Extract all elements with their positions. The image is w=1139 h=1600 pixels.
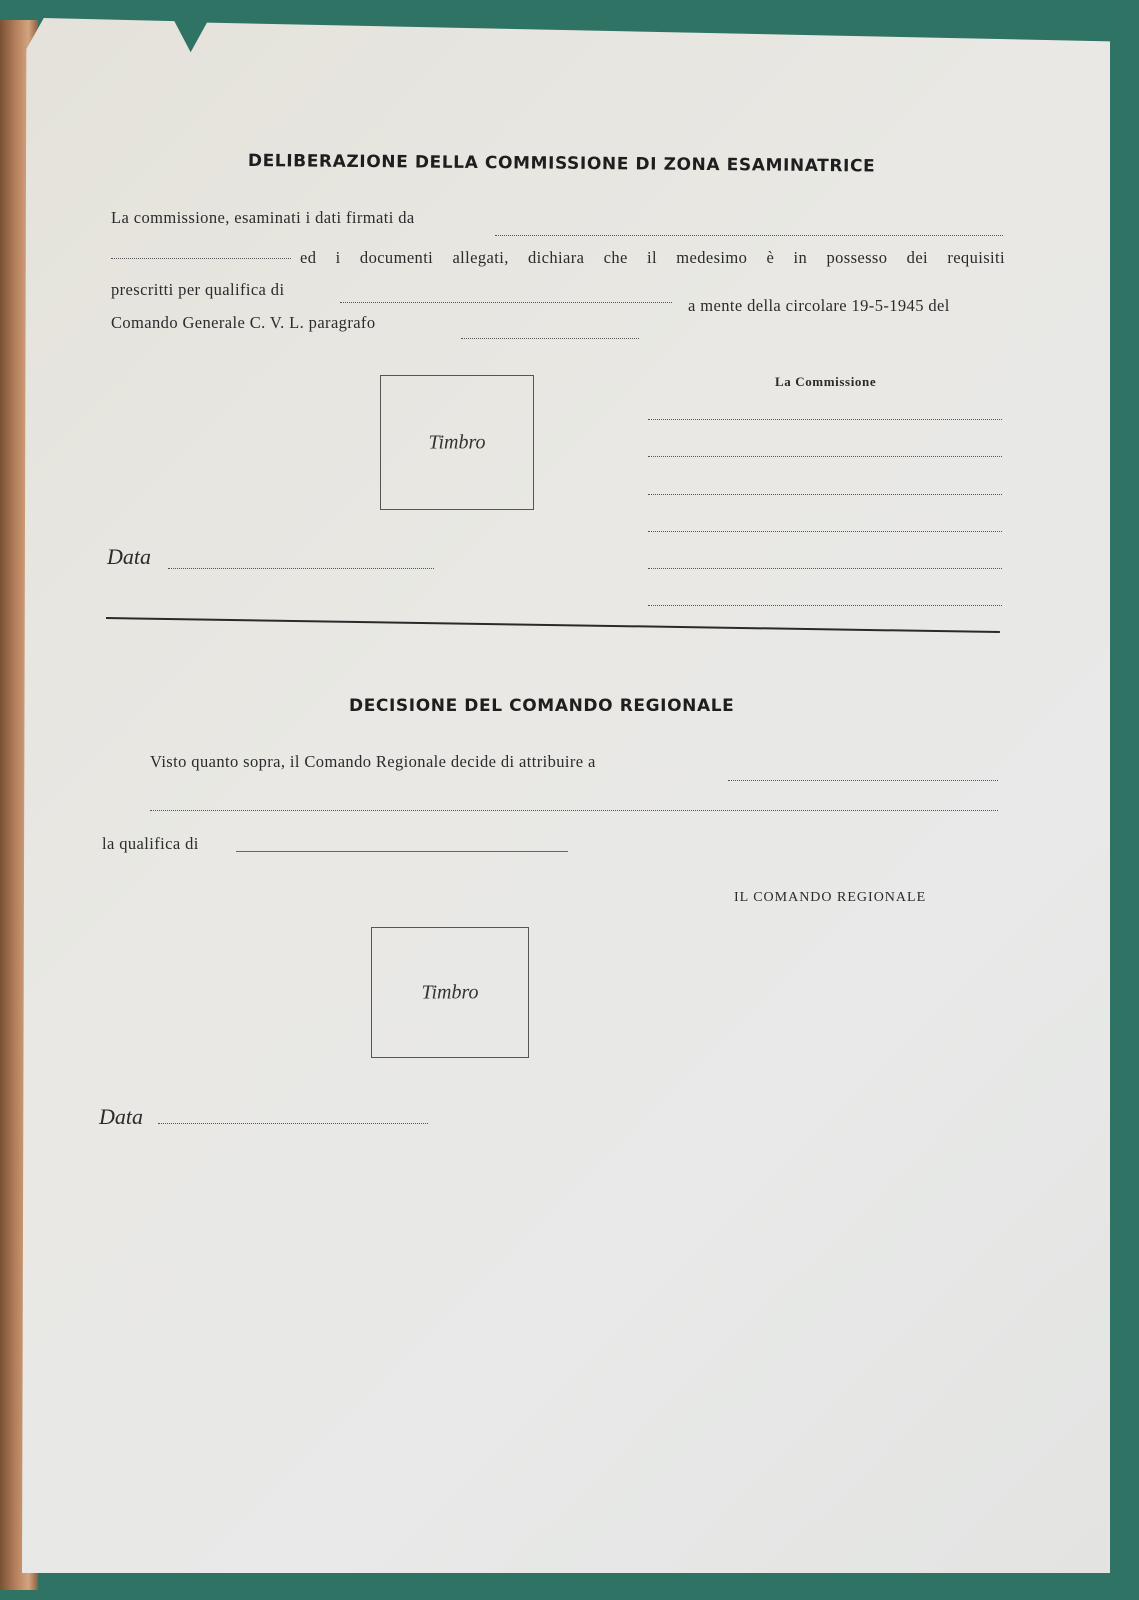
date-label: Data — [107, 544, 151, 569]
commission-signature-line[interactable] — [648, 494, 1002, 495]
commission-line-4: Comando Generale C. V. L. paragrafo — [111, 313, 376, 332]
regional-date-label: Data — [99, 1104, 143, 1129]
paragraph-field[interactable] — [461, 338, 639, 339]
regional-date-field[interactable] — [158, 1123, 428, 1124]
commission-heading: DELIBERAZIONE DELLA COMMISSIONE DI ZONA ESAMINATRICE — [247, 151, 876, 177]
commission-signature-line[interactable] — [648, 605, 1002, 606]
commission-line-2: ed i documenti allegati, dichiara che il medesimo è in possesso dei requisiti — [300, 248, 1005, 267]
signer-name-field-cont[interactable] — [111, 258, 291, 259]
stamp-box-regional — [371, 927, 529, 1058]
commission-signature-line[interactable] — [648, 456, 1002, 457]
stamp-label: Timbro — [428, 431, 486, 453]
regional-line-3: la qualifica di — [102, 834, 199, 853]
signer-name-field[interactable] — [495, 235, 1003, 236]
commission-line-3a: prescritti per qualifica di — [111, 280, 285, 299]
regional-qualification-field[interactable] — [236, 851, 568, 852]
stamp-box-commission — [380, 375, 534, 510]
regional-heading: DECISIONE DEL COMANDO REGIONALE — [349, 696, 735, 716]
stamp-label: Timbro — [421, 981, 479, 1003]
regional-command-label: IL COMANDO REGIONALE — [734, 890, 927, 905]
commission-signature-label: La Commissione — [775, 374, 877, 389]
recipient-field[interactable] — [728, 780, 998, 781]
commission-signature-line[interactable] — [648, 419, 1002, 420]
commission-signature-line[interactable] — [648, 531, 1002, 532]
date-field[interactable] — [168, 568, 434, 569]
regional-line-1: Visto quanto sopra, il Comando Regionale decide di attribuire a — [150, 752, 596, 771]
commission-line-1: La commissione, esaminati i dati firmati da — [111, 208, 415, 227]
commission-line-3b: a mente della circolare 19-5-1945 del — [688, 296, 950, 315]
recipient-field-cont[interactable] — [150, 810, 998, 811]
commission-signature-line[interactable] — [648, 568, 1002, 569]
qualification-field[interactable] — [340, 302, 672, 303]
